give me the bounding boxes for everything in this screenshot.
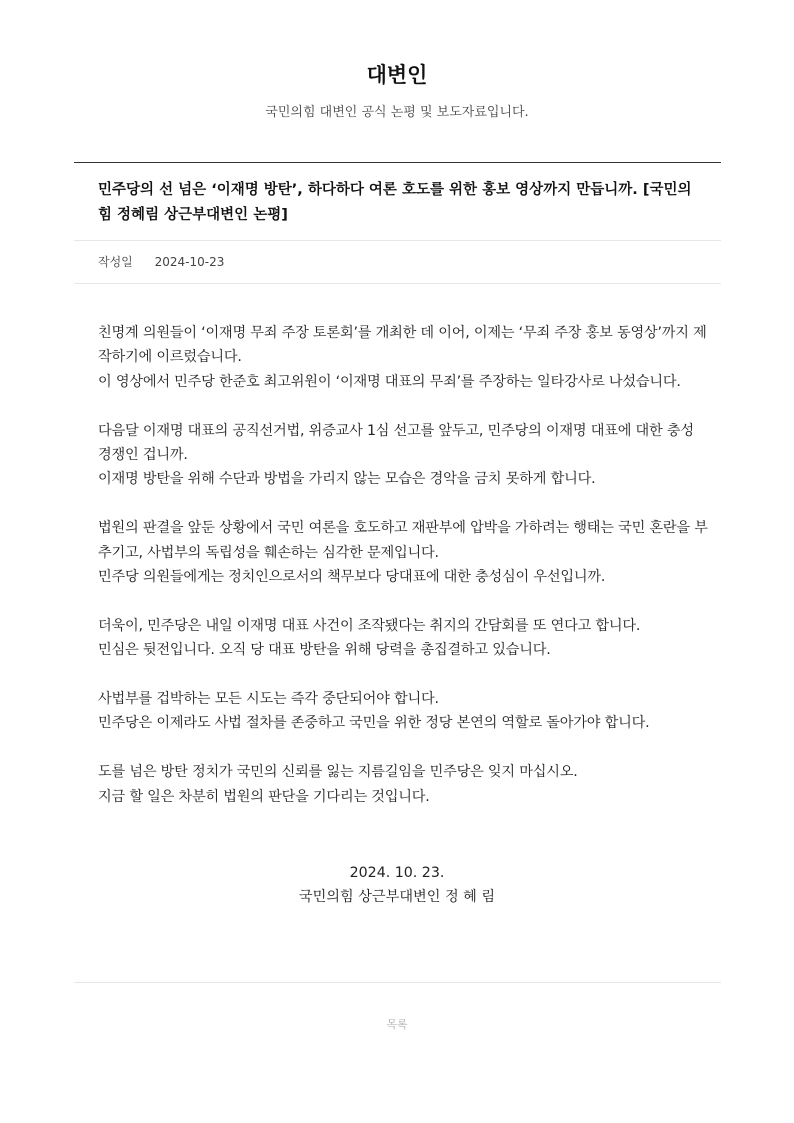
paragraph-line: 더욱이, 민주당은 내일 이재명 대표 사건이 조작됐다는 취지의 간담회를 또 연다고 합니다. (98, 617, 641, 634)
paragraph-line: 민주당 의원들에게는 정치인으로서의 책무보다 당대표에 대한 충성심이 우선입니까. (98, 569, 606, 586)
site-title: 대변인 (366, 63, 428, 87)
meta-divider (74, 283, 721, 284)
paragraph (98, 687, 708, 736)
paragraph (98, 419, 708, 492)
paragraph-line: 도를 넘은 방탄 정치가 국민의 신뢰를 잃는 지름길임을 민주당은 잊지 마십시오. (98, 764, 578, 781)
paragraph-line: 지금 할 일은 차분히 법원의 판단을 기다리는 것입니다. (98, 788, 430, 805)
signature-block (0, 861, 794, 910)
post-meta (98, 253, 224, 271)
paragraph (98, 516, 708, 589)
paragraph (98, 760, 708, 809)
paragraph-line: 이재명 방탄을 위해 수단과 방법을 가리지 않는 모습은 경악을 금치 못하게 합니다. (98, 471, 596, 488)
post-title: 민주당의 선 넘은 ‘이재명 방탄’, 하다하다 여론 호도를 위한 홍보 영상까지 만듭니까. [국민의힘 정혜림 상근부대변인 논평] (98, 182, 692, 223)
paragraph-line: 이 영상에서 민주당 한준호 최고위원이 ‘이재명 대표의 무죄’를 주장하는 일타강사로 나섰습니다. (98, 373, 681, 390)
meta-date-value: 2024-10-23 (154, 255, 225, 269)
meta-date-label: 작성일 (98, 255, 133, 269)
paragraph (98, 321, 708, 394)
paragraph-line: 친명계 의원들이 ‘이재명 무죄 주장 토론회’를 개최한 데 이어, 이제는 ‘무죄 주장 홍보 동영상’까지 제작하기에 이르렀습니다. (98, 325, 707, 366)
signature-name: 국민의힘 상근부대변인 정 혜 림 (298, 889, 496, 906)
paragraph-line: 민심은 뒷전입니다. 오직 당 대표 방탄을 위해 당력을 총집결하고 있습니다. (98, 642, 551, 659)
paragraph-line: 다음달 이재명 대표의 공직선거법, 위증교사 1심 선고를 앞두고, 민주당의 이재명 대표에 대한 충성 경쟁인 겁니까. (98, 422, 694, 464)
title-divider (74, 240, 721, 241)
paragraph-line: 사법부를 겁박하는 모든 시도는 즉각 중단되어야 합니다. (98, 691, 439, 708)
signature-date: 2024. 10. 23. (349, 865, 445, 881)
paragraph-line: 법원의 판결을 앞둔 상황에서 국민 여론을 호도하고 재판부에 압박을 가하려는 행태는 국민 혼란을 부추기고, 사법부의 독립성을 훼손하는 심각한 문제입니다. (98, 520, 708, 561)
post-body (98, 321, 708, 833)
footer-divider (74, 982, 721, 983)
paragraph (98, 614, 708, 663)
header-divider (74, 162, 721, 163)
paragraph-line: 민주당은 이제라도 사법 절차를 존중하고 국민을 위한 정당 본연의 역할로 돌아가야 합니다. (98, 715, 650, 732)
site-header (0, 60, 794, 122)
site-description: 국민의힘 대변인 공식 논평 및 보도자료입니다. (265, 105, 529, 120)
list-button[interactable]: 목록 (386, 1018, 408, 1031)
